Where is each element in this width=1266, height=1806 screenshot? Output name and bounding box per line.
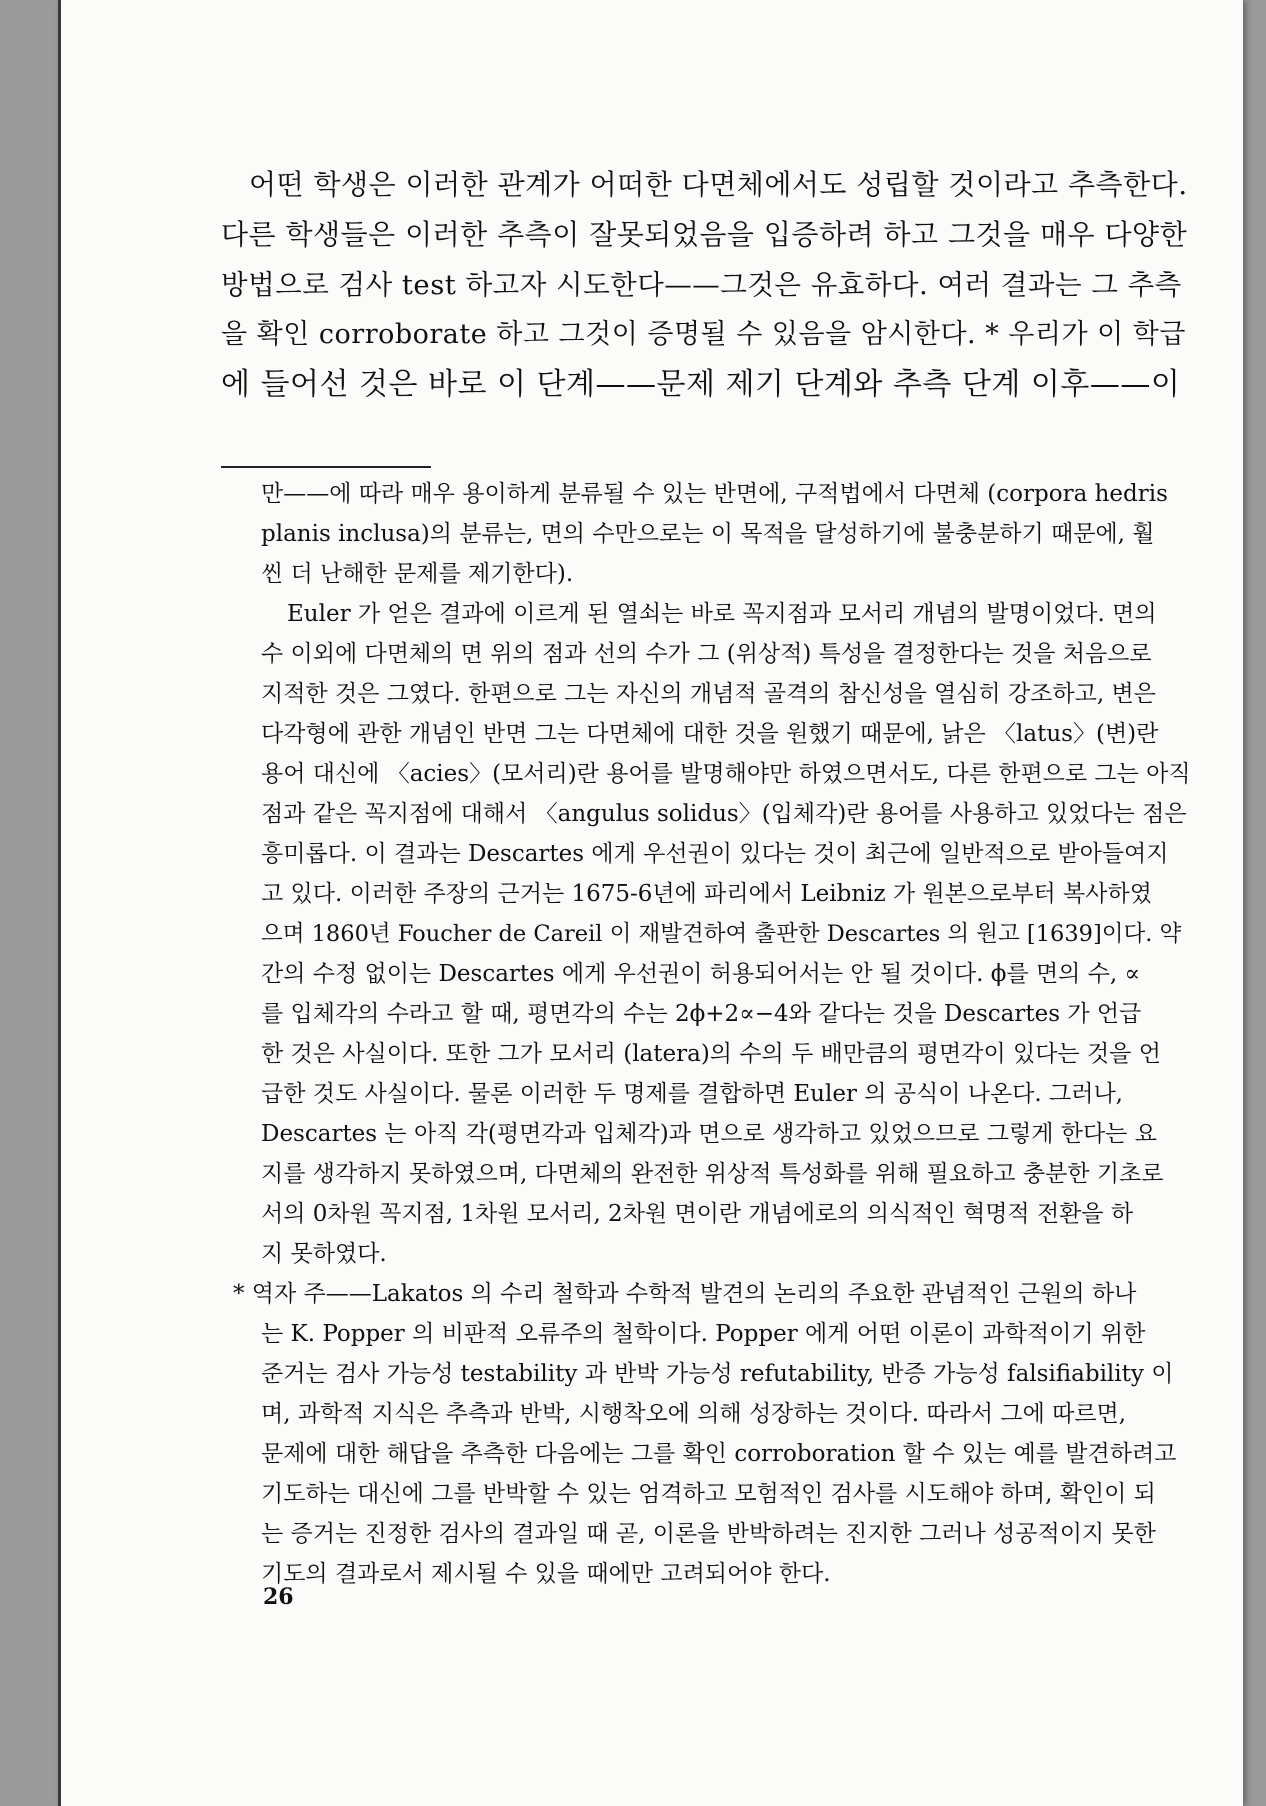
footnote-line: 으며 1860년 Foucher de Careil 이 재발견하여 출판한 Descartes 의 원고 [1639]이다. 약: [261, 921, 1182, 947]
footnote-line: 수 이외에 다면체의 면 위의 점과 선의 수가 그 (위상적) 특성을 결정한다는 것을 처음으로: [261, 641, 1152, 667]
footnote-line: 만——에 따라 매우 용이하게 분류될 수 있는 반면에, 구적법에서 다면체 (corpora hedris: [261, 481, 1168, 507]
footnote-line: 한 것은 사실이다. 또한 그가 모서리 (latera)의 수의 두 배만큼의 평면각이 있다는 것을 언: [261, 1041, 1161, 1067]
footnote-line: 흥미롭다. 이 결과는 Descartes 에게 우선권이 있다는 것이 최근에 일반적으로 받아들여지: [261, 841, 1169, 867]
translator-note-line: 문제에 대한 해답을 추측한 다음에는 그를 확인 corroboration 할 수 있는 예를 발견하려고: [261, 1441, 1177, 1467]
translator-note-line: 기도의 결과로서 제시될 수 있을 때에만 고려되어야 한다.: [261, 1561, 831, 1587]
footnote-line: Descartes 는 아직 각(평면각과 입체각)과 면으로 생각하고 있었으므로 그렇게 한다는 요: [261, 1121, 1157, 1147]
footnote-line: 지 못하였다.: [261, 1241, 387, 1267]
main-text-line: 어떤 학생은 이러한 관계가 어떠한 다면체에서도 성립할 것이라고 추측한다.: [249, 168, 1188, 201]
main-text-line: 을 확인 corroborate 하고 그것이 증명될 수 있음을 암시한다. * 우리가 이 학급: [221, 319, 1186, 350]
page-number: 26: [263, 1584, 294, 1610]
translator-note-line: * 역자 주——Lakatos 의 수리 철학과 수학적 발견의 논리의 주요한 관념적인 근원의 하나: [233, 1281, 1137, 1307]
main-text-line: 에 들어선 것은 바로 이 단계——문제 제기 단계와 추측 단계 이후——이: [221, 367, 1181, 402]
main-text-line: 방법으로 검사 test 하고자 시도한다——그것은 유효하다. 여러 결과는 그 추측: [221, 269, 1182, 301]
footnote-line: planis inclusa)의 분류는, 면의 수만으로는 이 목적을 달성하기에 불충분하기 때문에, 훨: [261, 521, 1155, 547]
footnote-line: 간의 수정 없이는 Descartes 에게 우선권이 허용되어서는 안 될 것이다. ϕ를 면의 수, ∝: [261, 961, 1141, 987]
footnote-line: 지를 생각하지 못하였으며, 다면체의 완전한 위상적 특성화를 위해 필요하고 충분한 기초로: [261, 1161, 1164, 1187]
main-text: [221, 160, 1191, 410]
footnote-line: 다각형에 관한 개념인 반면 그는 다면체에 대한 것을 원했기 때문에, 낡은 〈latus〉(변)란: [261, 721, 1159, 747]
footnote-line: 지적한 것은 그였다. 한편으로 그는 자신의 개념적 골격의 참신성을 열심히 강조하고, 변은: [261, 681, 1156, 707]
footnote-line: 고 있다. 이러한 주장의 근거는 1675-6년에 파리에서 Leibniz 가 원본으로부터 복사하였: [261, 881, 1152, 907]
translator-note-line: 는 증거는 진정한 검사의 결과일 때 곧, 이론을 반박하려는 진지한 그러나 성공적이지 못한: [261, 1521, 1156, 1547]
footnote-line: 용어 대신에 〈acies〉(모서리)란 용어를 발명해야만 하였으면서도, 다른 한편으로 그는 아직: [261, 761, 1191, 787]
footnote: [233, 474, 1201, 1594]
translator-note-line: 는 K. Popper 의 비판적 오류주의 철학이다. Popper 에게 어떤 이론이 과학적이기 위한: [261, 1321, 1146, 1347]
footnote-line: 서의 0차원 꼭지점, 1차원 모서리, 2차원 면이란 개념에로의 의식적인 혁명적 전환을 하: [261, 1201, 1134, 1227]
translator-note-line: 준거는 검사 가능성 testability 과 반박 가능성 refutability, 반증 가능성 falsifiability 이: [261, 1361, 1174, 1387]
translator-note-line: 며, 과학적 지식은 추측과 반박, 시행착오에 의해 성장하는 것이다. 따라서 그에 따르면,: [261, 1401, 1127, 1427]
main-text-line: 다른 학생들은 이러한 추측이 잘못되었음을 입증하려 하고 그것을 매우 다양한: [221, 218, 1188, 251]
book-page: [58, 0, 1243, 1806]
footnote-line: 급한 것도 사실이다. 물론 이러한 두 명제를 결합하면 Euler 의 공식이 나온다. 그러나,: [261, 1081, 1123, 1107]
footnote-divider: [221, 466, 431, 468]
footnote-line: 씬 더 난해한 문제를 제기한다).: [261, 561, 574, 587]
footnote-line: Euler 가 얻은 결과에 이르게 된 열쇠는 바로 꼭지점과 모서리 개념의 발명이었다. 면의: [287, 601, 1157, 627]
footnote-line: 점과 같은 꼭지점에 대해서 〈angulus solidus〉(입체각)란 용어를 사용하고 있었다는 점은: [261, 801, 1187, 827]
footnote-line: 를 입체각의 수라고 할 때, 평면각의 수는 2ϕ+2∝−4와 같다는 것을 Descartes 가 언급: [261, 1001, 1142, 1027]
translator-note-line: 기도하는 대신에 그를 반박할 수 있는 엄격하고 모험적인 검사를 시도해야 하며, 확인이 되: [261, 1481, 1156, 1507]
